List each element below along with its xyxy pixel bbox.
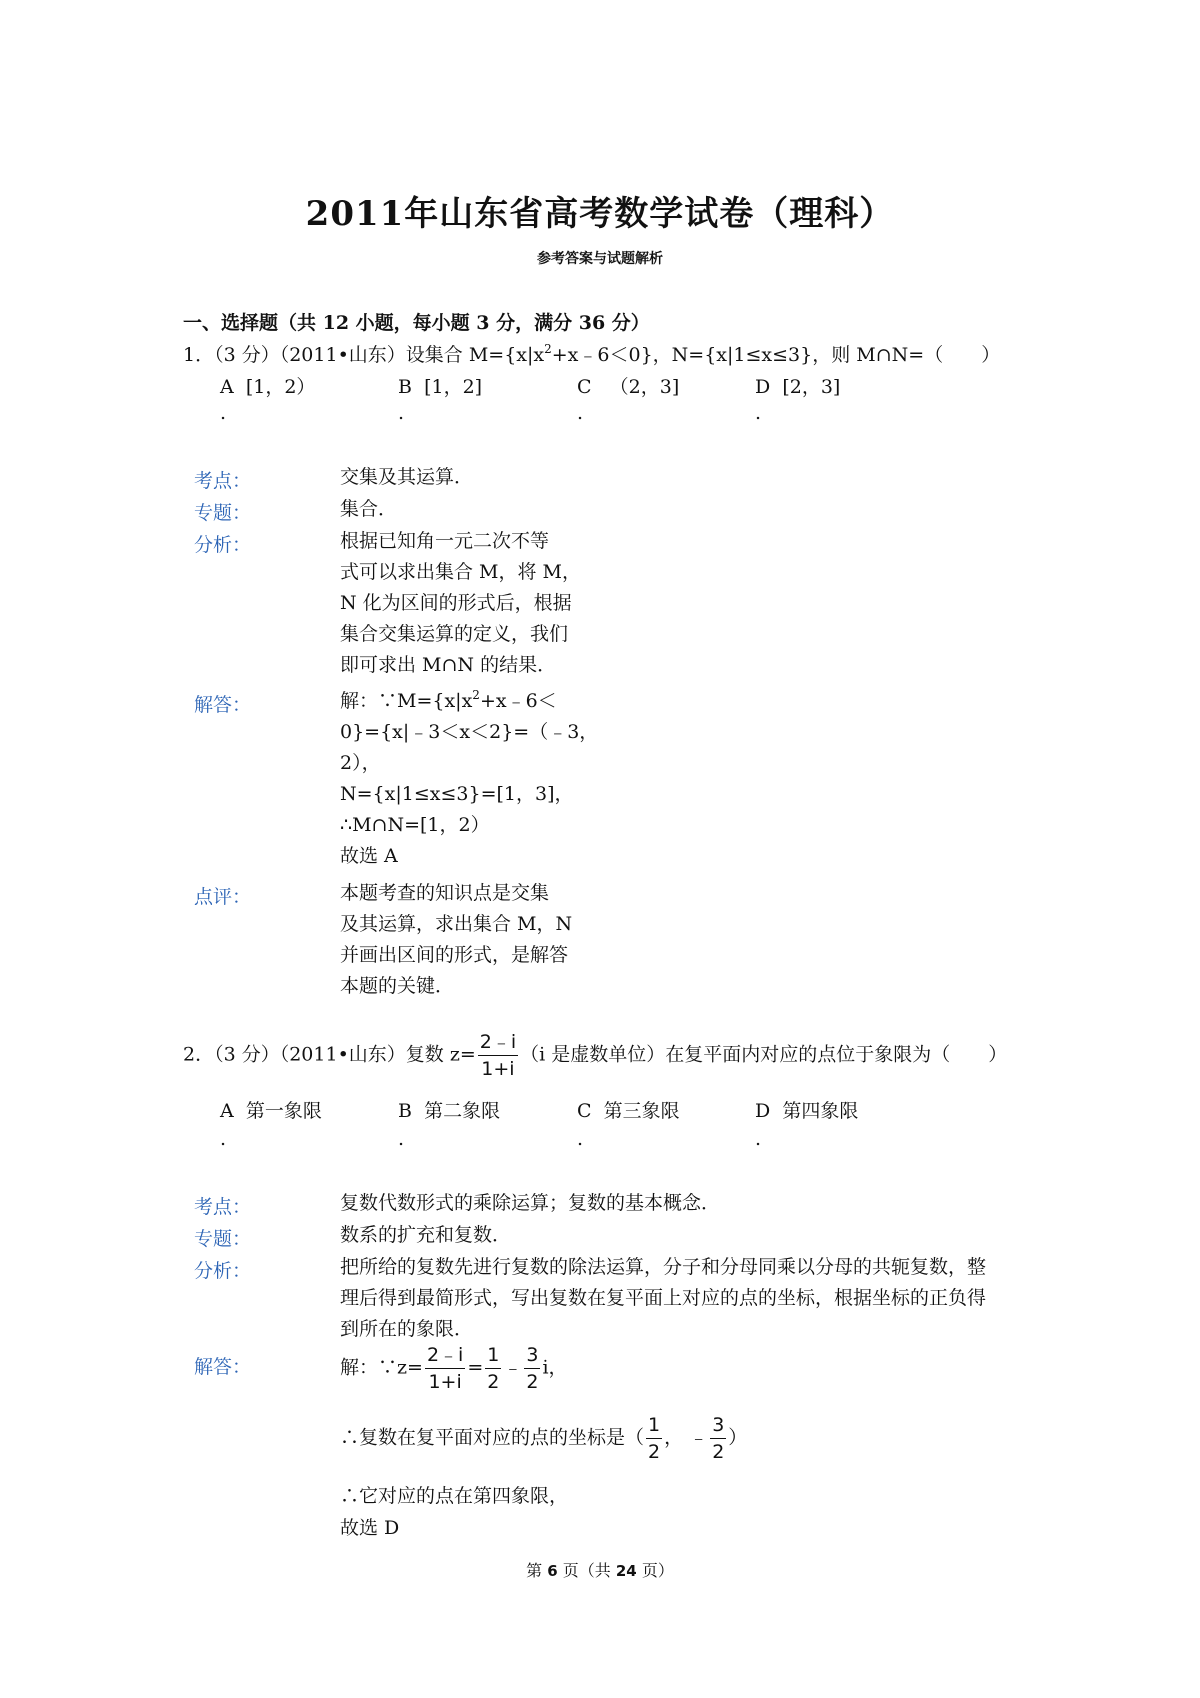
q2-option-b: B 第二象限 bbox=[398, 1100, 501, 1122]
q2-jieda-line1: 解：∵z= $\frac{2﹣i}{1+i}$ = $\frac{1}{2}$ ﹣ $\frac{3}{2}$ i， bbox=[340, 1344, 568, 1393]
q1-option-a: A [1，2） bbox=[220, 376, 316, 398]
q1-label-kaodian: 考点： bbox=[194, 470, 252, 492]
page-subtitle: 参考答案与试题解析 bbox=[537, 251, 663, 267]
q2-option-a: A 第一象限 bbox=[220, 1100, 322, 1122]
q1-kaodian: 交集及其运算． bbox=[340, 466, 474, 488]
q2-option-b-dot: . bbox=[398, 1128, 405, 1150]
q1-label-zhuanti: 专题： bbox=[194, 502, 252, 524]
q2-option-d-dot: . bbox=[755, 1128, 762, 1150]
section-heading: 一、选择题（共 12 小题，每小题 3 分，满分 36 分） bbox=[183, 312, 650, 334]
question-1-stem: 1．（3 分）（2011•山东）设集合 $M=\{x|x^2+x﹣6<0\}$，N={x|1≤x≤3}，则 M∩N=（ ） bbox=[183, 342, 1001, 366]
q1-option-a-dot: . bbox=[220, 402, 227, 424]
q2-jieda-line2: ∴复数在复平面对应的点的坐标是（ $\frac{1}{2}$ ， ﹣ $\frac{3}{2}$ ） bbox=[340, 1414, 748, 1463]
q2-label-fenxi: 分析： bbox=[194, 1260, 252, 1282]
page-footer: 第 6 页（共 24 页） bbox=[526, 1561, 674, 1580]
q1-label-dianping: 点评： bbox=[194, 886, 252, 908]
q1-option-d: D [2，3] bbox=[755, 376, 841, 398]
q2-fraction: $\frac{2﹣i}{1+i}$ bbox=[479, 1031, 517, 1080]
q2-option-a-dot: . bbox=[220, 1128, 227, 1150]
q2-option-d: D 第四象限 bbox=[755, 1100, 859, 1122]
q1-dianping: 本题考查的知识点是交集 及其运算，求出集合 M，N 并画出区间的形式，是解答 本题的关键． bbox=[340, 882, 573, 997]
question-2-stem: 2．（3 分）（2011•山东）复数 z= $\frac{2﹣i}{1+i}$ （i 是虚数单位）在复平面内对应的点位于象限为（ ） bbox=[183, 1031, 1008, 1080]
q2-option-c: C 第三象限 bbox=[577, 1100, 680, 1122]
q1-fenxi: 根据已知角一元二次不等 式可以求出集合 M，将 M， N 化为区间的形式后，根据 集合交集运算的定义，我们 即可求出 M∩N 的结果． bbox=[340, 530, 581, 676]
q1-label-fenxi: 分析： bbox=[194, 534, 252, 556]
q1-label-jieda: 解答： bbox=[194, 694, 252, 716]
q1-zhuanti: 集合． bbox=[340, 498, 398, 520]
q1-option-d-dot: . bbox=[755, 402, 762, 424]
page-title: 2011年山东省高考数学试卷（理科） bbox=[305, 194, 895, 234]
q1-option-b-dot: . bbox=[398, 402, 405, 424]
q2-kaodian: 复数代数形式的乘除运算；复数的基本概念． bbox=[340, 1192, 721, 1214]
q1-option-c: C （2，3] bbox=[577, 376, 680, 398]
q2-jieda-line4: 故选 D bbox=[340, 1517, 400, 1539]
q2-label-kaodian: 考点： bbox=[194, 1196, 252, 1218]
q1-option-c-dot: . bbox=[577, 402, 584, 424]
q2-zhuanti: 数系的扩充和复数． bbox=[340, 1224, 512, 1246]
q2-label-jieda: 解答： bbox=[194, 1356, 252, 1378]
q2-fenxi: 把所给的复数先进行复数的除法运算，分子和分母同乘以分母的共轭复数，整 理后得到最简形式，写出复数在复平面上对应的点的坐标，根据坐标的正负得 到所在的象限． bbox=[340, 1256, 987, 1340]
q2-option-c-dot: . bbox=[577, 1128, 584, 1150]
q2-label-zhuanti: 专题： bbox=[194, 1228, 252, 1250]
q1-jieda: 解：$\because M=\{x|x^2+x﹣6<$ 0}={x|﹣3＜x＜2}=（﹣3， 2）， N={x|1≤x≤3}=[1，3]， ∴M∩N=[1，2） 故选 A bbox=[340, 688, 599, 867]
q1-option-b: B [1，2] bbox=[398, 376, 483, 398]
q2-jieda-line3: ∴它对应的点在第四象限， bbox=[340, 1485, 569, 1507]
